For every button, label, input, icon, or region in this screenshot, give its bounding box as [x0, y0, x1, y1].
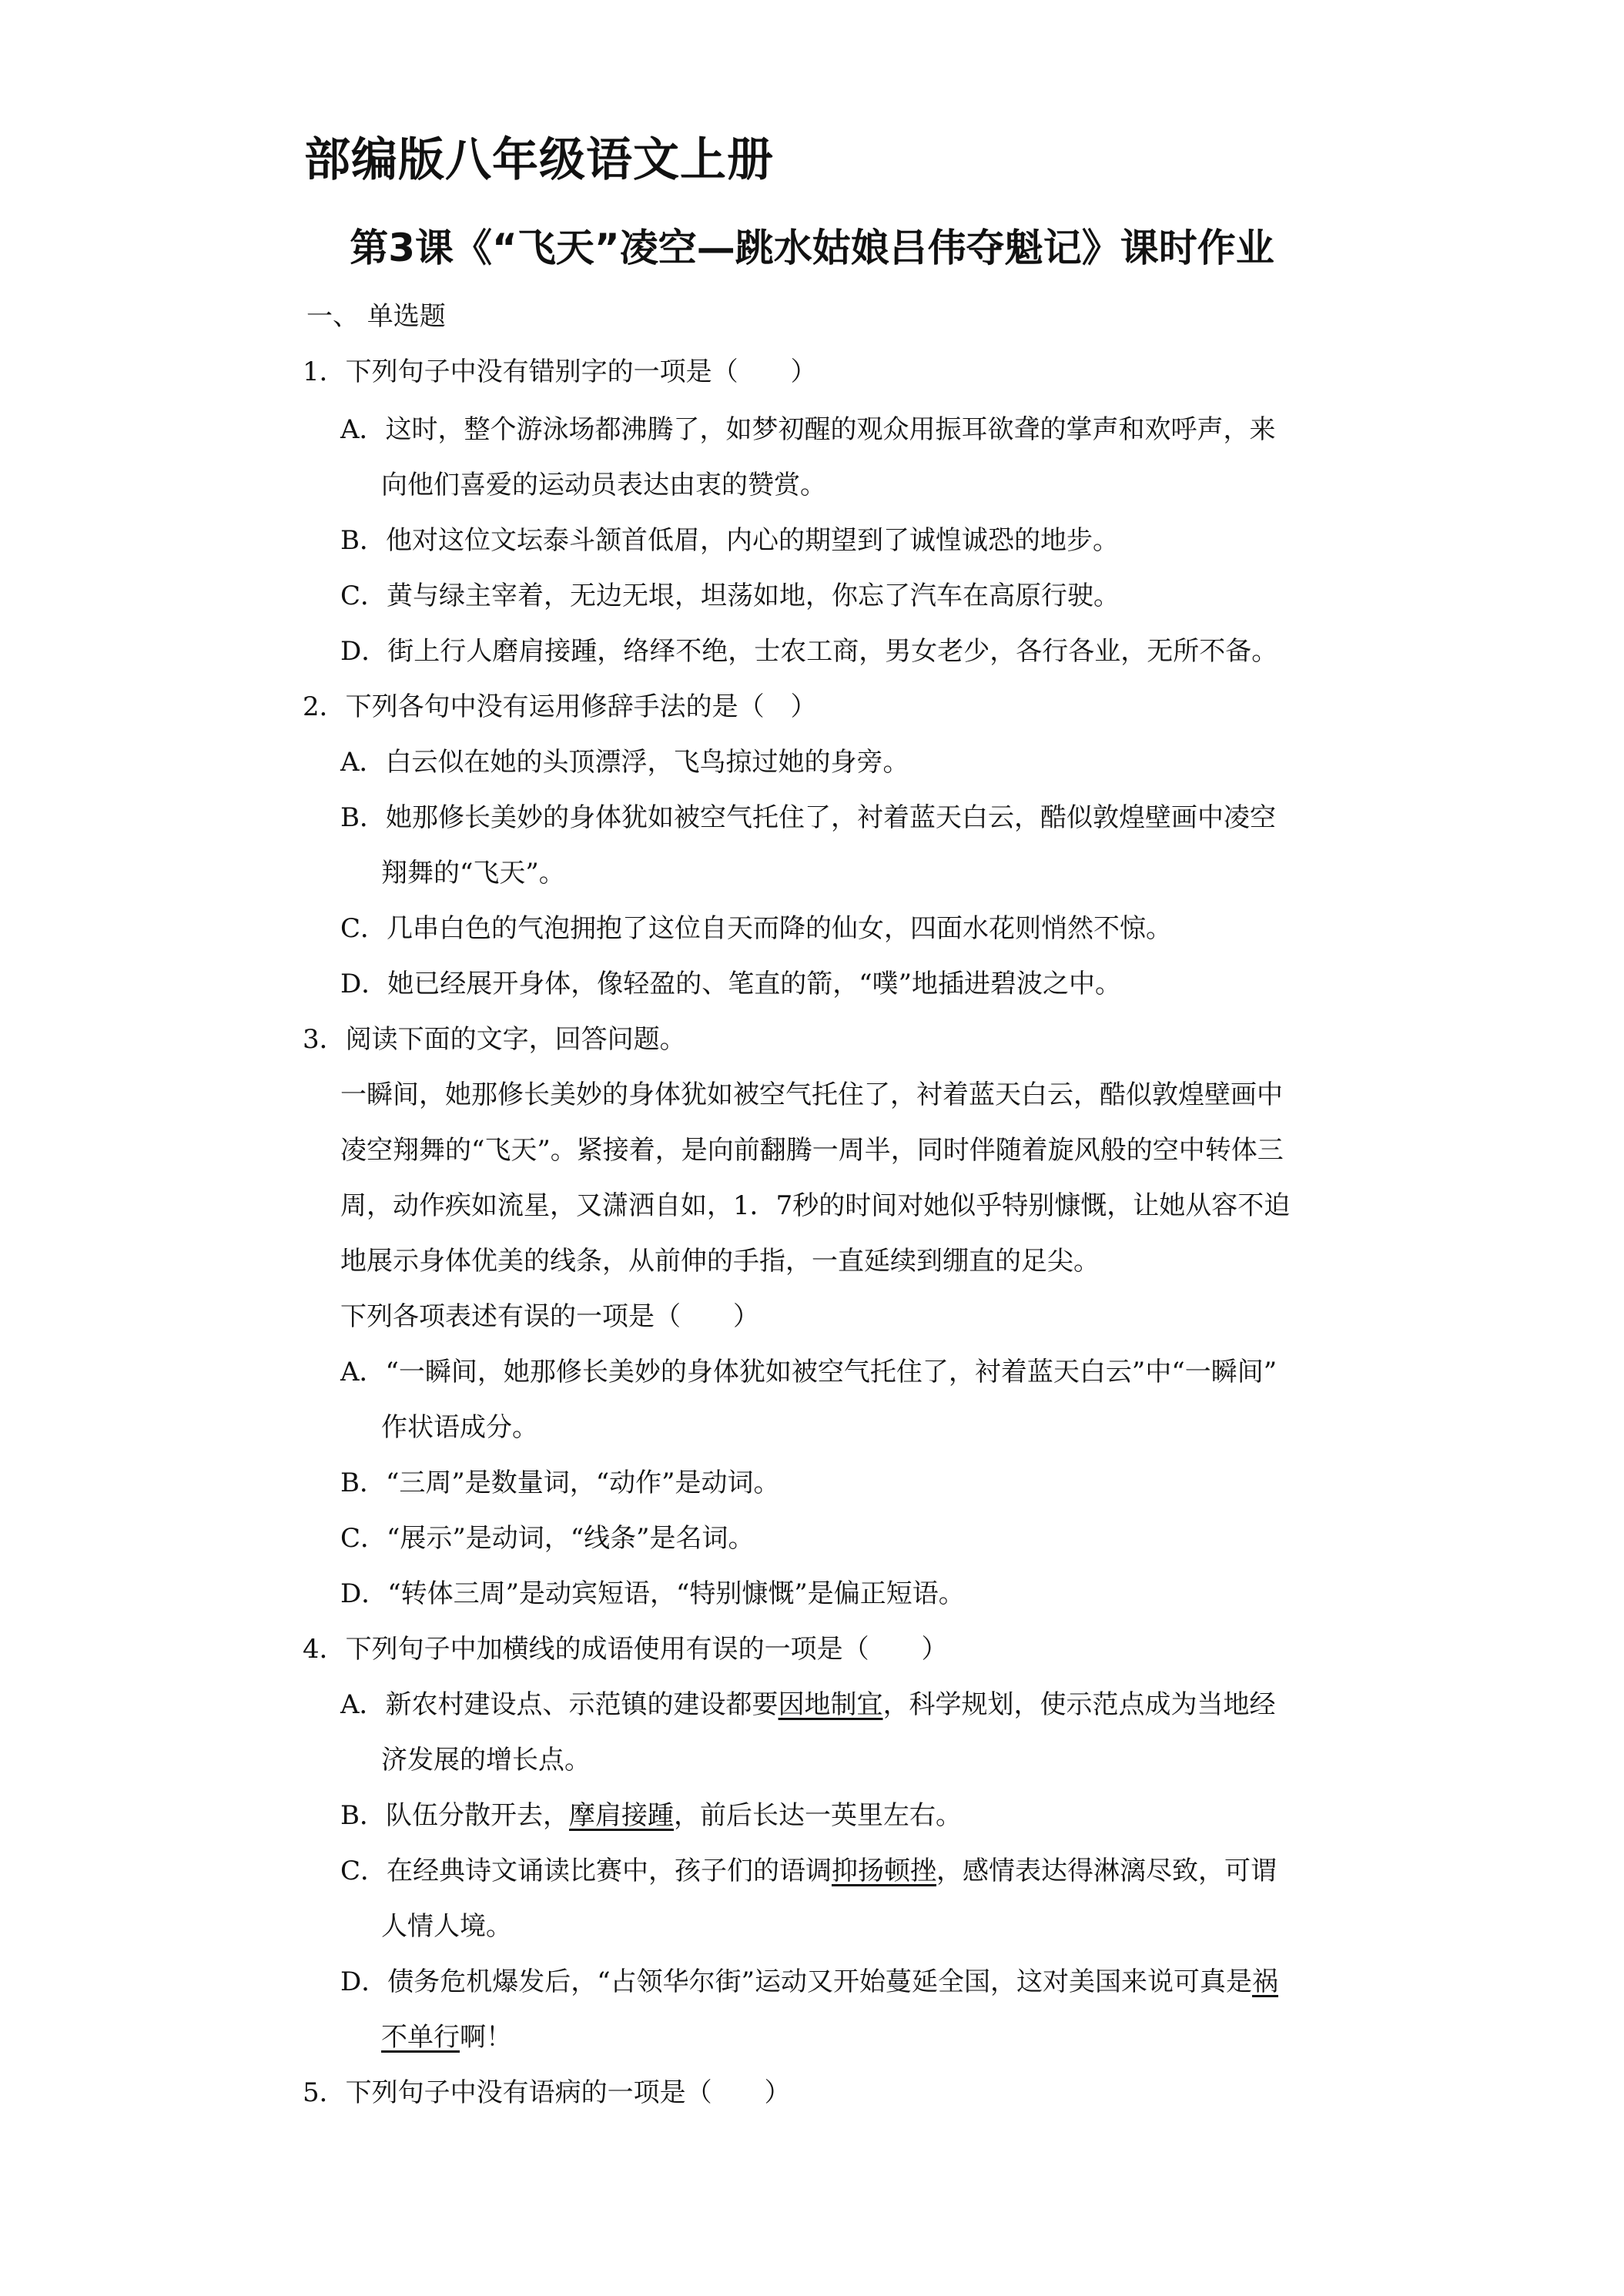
question-2-option-c: C．几串白色的气泡拥抱了这位自天而降的仙女，四面水花则悄然不惊。	[340, 913, 1173, 944]
question-2-option-a: A．白云似在她的头顶漂浮，飞鸟掠过她的身旁。	[340, 747, 909, 778]
question-2-stem: 2．下列各句中没有运用修辞手法的是（ ）	[303, 691, 817, 722]
question-1-option-a-cont: 向他们喜爱的运动员表达由衷的赞赏。	[381, 470, 826, 500]
underlined-idiom: 不单行	[381, 2022, 460, 2053]
question-4-option-b	[340, 1798, 962, 1833]
option-text: D．债务危机爆发后，“占领华尔街”运动又开始蔓延全国，这对美国来说可真是	[340, 1966, 1253, 1997]
question-4-option-d-cont	[381, 2020, 512, 2055]
question-2-option-d: D．她已经展开身体，像轻盈的、笔直的箭，“噗”地插进碧波之中。	[340, 969, 1122, 999]
question-1-option-b: B．他对这位文坛泰斗颔首低眉，内心的期望到了诚惶诚恐的地步。	[340, 525, 1119, 556]
document-title: 部编版八年级语文上册	[304, 133, 774, 187]
question-3-option-a-cont: 作状语成分。	[381, 1412, 538, 1443]
question-3-stem: 3．阅读下面的文字，回答问题。	[303, 1024, 686, 1055]
question-3-passage-line: 凌空翔舞的“飞天”。紧接着，是向前翻腾一周半，同时伴随着旋风般的空中转体三	[340, 1135, 1284, 1166]
question-4-option-c-cont: 人情人境。	[381, 1911, 512, 1942]
question-3-prompt: 下列各项表述有误的一项是（ ）	[340, 1301, 759, 1332]
option-text: B．队伍分散开去，	[340, 1800, 569, 1831]
underlined-idiom: 因地制宜	[778, 1689, 883, 1720]
question-1-option-a: A．这时，整个游泳场都沸腾了，如梦初醒的观众用振耳欲聋的掌声和欢呼声，来	[340, 414, 1276, 445]
section-heading: 一、 单选题	[306, 301, 446, 332]
question-3-option-d: D．“转体三周”是动宾短语，“特别慷慨”是偏正短语。	[340, 1578, 965, 1609]
question-1-option-c: C．黄与绿主宰着，无边无垠，坦荡如地，你忘了汽车在高原行驶。	[340, 581, 1120, 611]
question-4-option-a-cont: 济发展的增长点。	[381, 1745, 591, 1776]
underlined-idiom: 祸	[1252, 1966, 1279, 1997]
question-3-option-a: A．“一瞬间，她那修长美妙的身体犹如被空气托住了，衬着蓝天白云”中“一瞬间”	[340, 1357, 1277, 1387]
underlined-idiom: 摩肩接踵	[569, 1800, 674, 1831]
question-1-option-d: D．街上行人磨肩接踵，络绎不绝，士农工商，男女老少，各行各业，无所不备。	[340, 636, 1278, 667]
question-2-option-b-cont: 翔舞的“飞天”。	[381, 858, 565, 889]
question-3-passage-line: 周，动作疾如流星，又潇洒自如，1．7秒的时间对她似乎特别慷慨，让她从容不迫	[340, 1190, 1291, 1221]
question-4-option-d	[340, 1964, 1278, 2000]
question-3-passage-line: 一瞬间，她那修长美妙的身体犹如被空气托住了，衬着蓝天白云，酷似敦煌壁画中	[340, 1079, 1283, 1110]
option-text: ，科学规划，使示范点成为当地经	[882, 1689, 1276, 1720]
question-3-option-c: C．“展示”是动词，“线条”是名词。	[340, 1523, 755, 1554]
question-3-option-b: B．“三周”是数量词，“动作”是动词。	[340, 1468, 780, 1498]
option-text: C．在经典诗文诵读比赛中，孩子们的语调	[340, 1856, 832, 1886]
underlined-idiom: 抑扬顿挫	[832, 1856, 937, 1886]
question-4-option-c	[340, 1853, 1277, 1889]
question-4-stem: 4．下列句子中加横线的成语使用有误的一项是（ ）	[303, 1634, 948, 1665]
question-5-stem: 5．下列句子中没有语病的一项是（ ）	[303, 2077, 791, 2108]
lesson-title: 第3课《“飞天”凌空—跳水姑娘吕伟夺魁记》课时作业	[350, 226, 1274, 270]
question-1-stem: 1．下列句子中没有错别字的一项是（ ）	[303, 356, 817, 387]
question-2-option-b: B．她那修长美妙的身体犹如被空气托住了，衬着蓝天白云，酷似敦煌壁画中凌空	[340, 802, 1276, 833]
question-4-option-a	[340, 1687, 1276, 1722]
option-text: A．新农村建设点、示范镇的建设都要	[340, 1689, 779, 1720]
question-3-passage-line: 地展示身体优美的线条，从前伸的手指，一直延续到绷直的足尖。	[340, 1246, 1100, 1277]
option-text: 啊！	[460, 2022, 512, 2053]
option-text: ，感情表达得淋漓尽致，可谓	[936, 1856, 1277, 1886]
option-text: ，前后长达一英里左右。	[674, 1800, 962, 1831]
